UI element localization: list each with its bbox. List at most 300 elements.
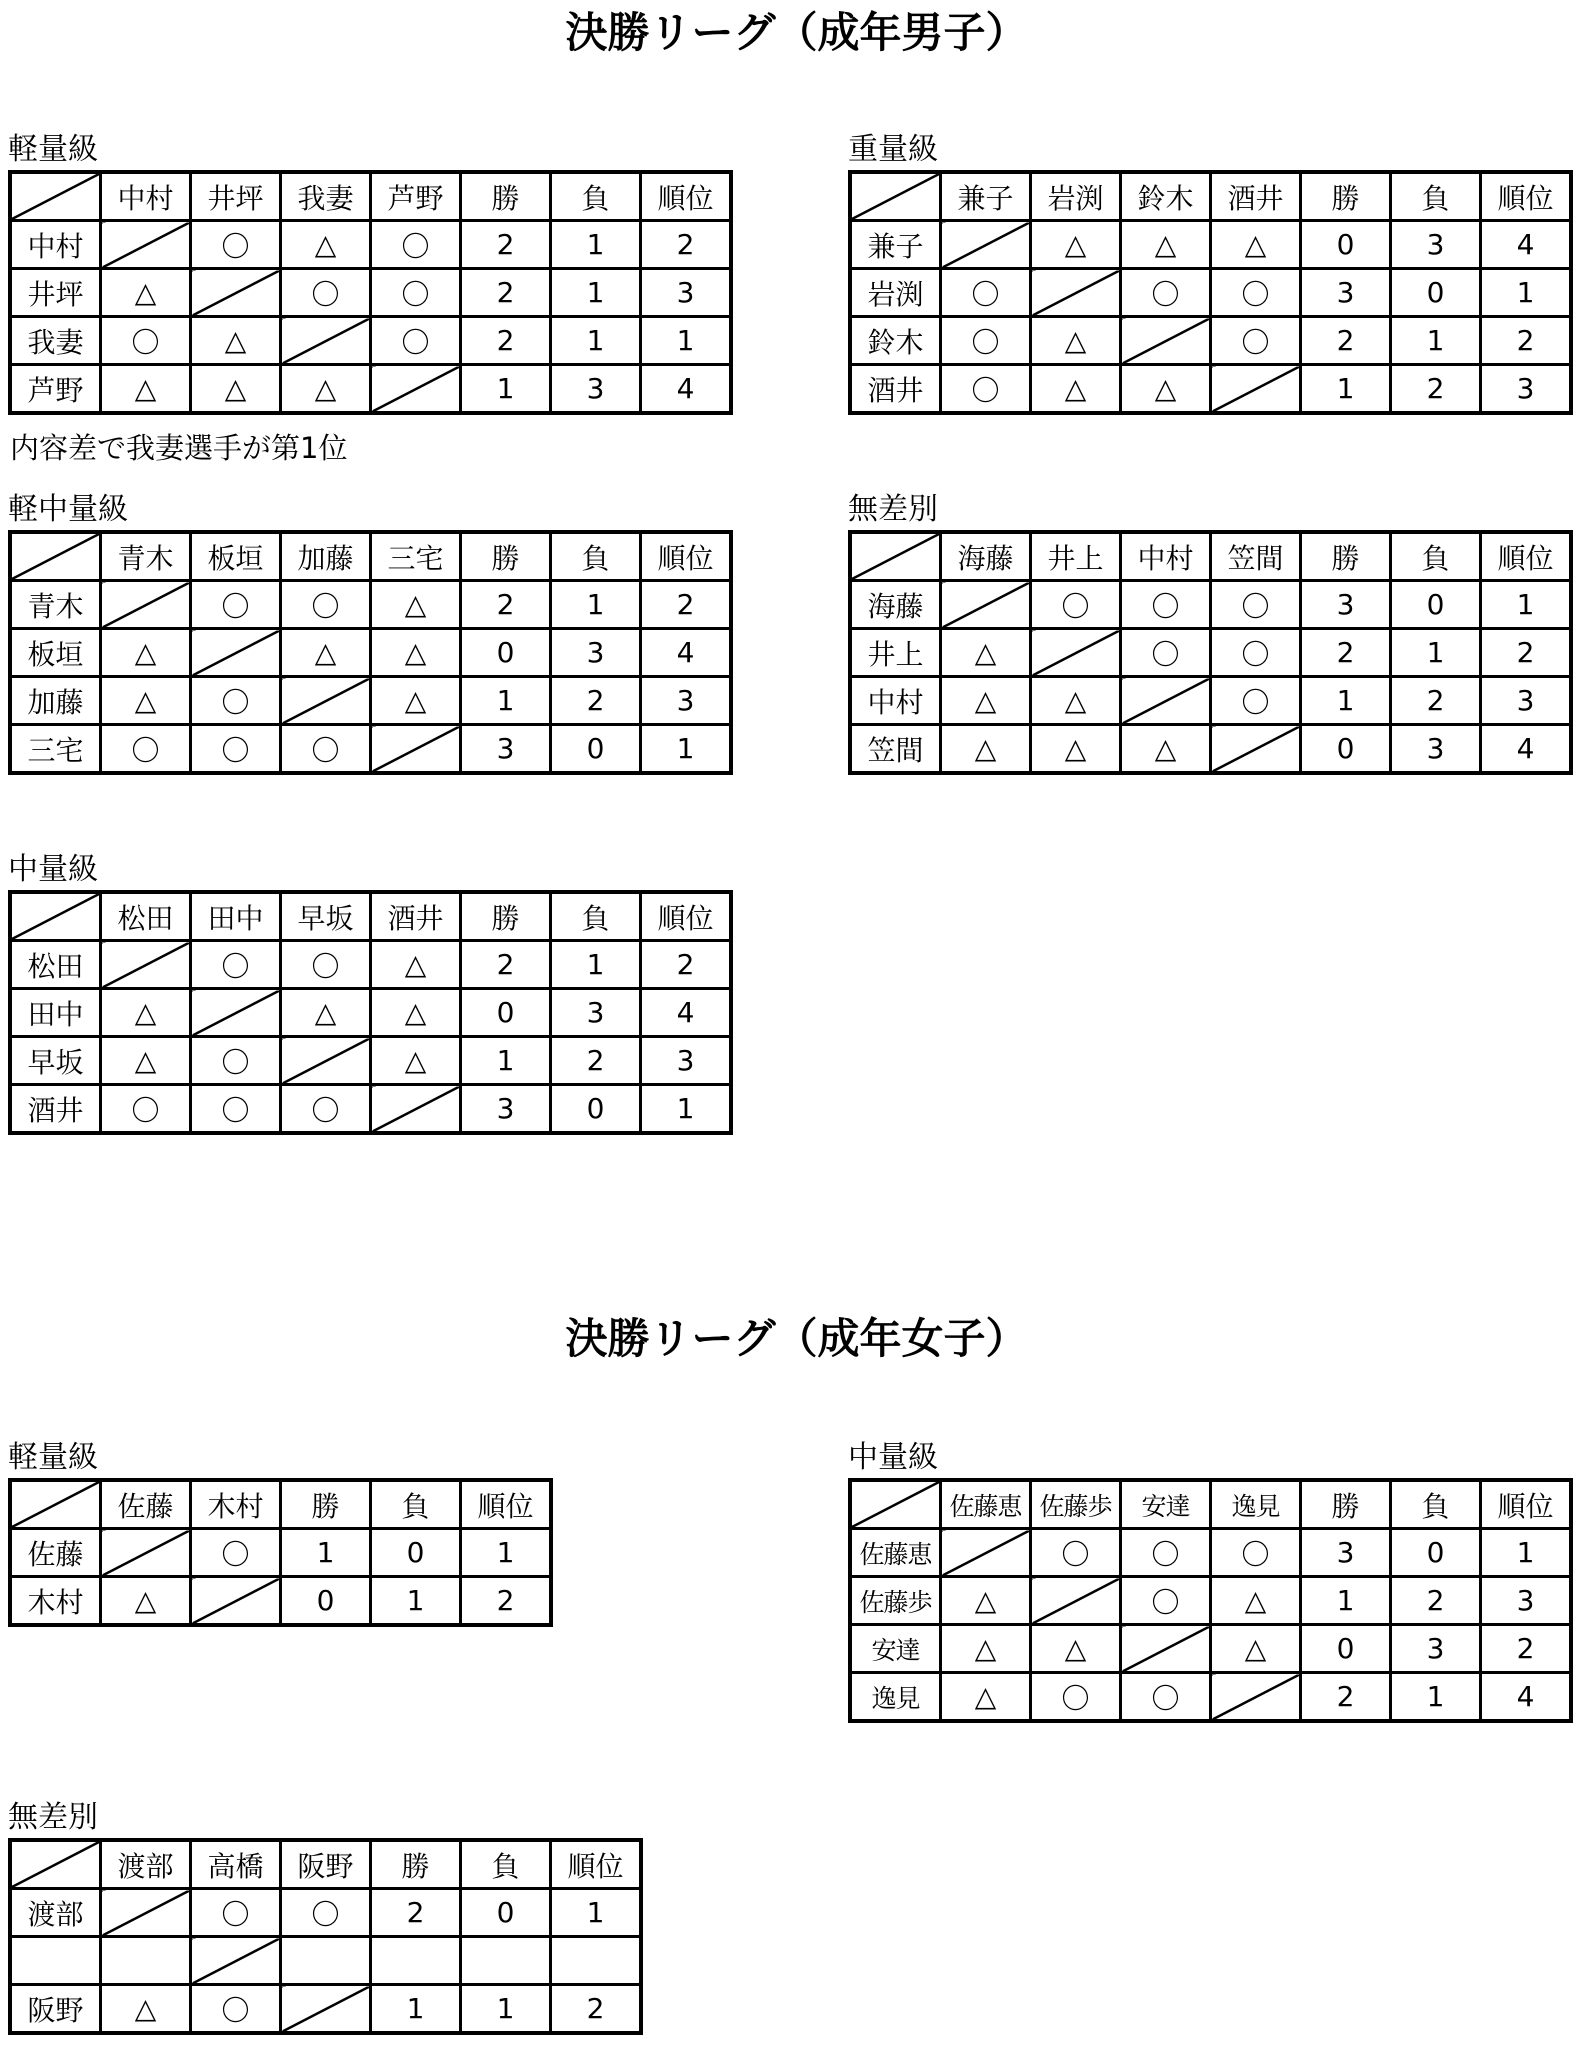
diagonal-cell bbox=[281, 1037, 371, 1085]
result-cell: △ bbox=[1031, 221, 1121, 269]
diagonal-cell bbox=[1121, 317, 1211, 365]
result-cell: △ bbox=[1121, 725, 1211, 774]
stat-cell: 1 bbox=[641, 725, 732, 774]
row-header-player: 酒井 bbox=[850, 365, 941, 414]
result-cell: 〇 bbox=[1121, 1577, 1211, 1625]
result-cell: △ bbox=[941, 1577, 1031, 1625]
league-table bbox=[8, 530, 733, 775]
row-header-player: 渡部 bbox=[10, 1889, 101, 1937]
column-header-player: 海藤 bbox=[941, 532, 1031, 581]
diagonal-cell bbox=[101, 221, 191, 269]
division-women-open bbox=[8, 1798, 643, 2035]
column-header-stat: 順位 bbox=[641, 892, 732, 941]
row-header-player: 岩渕 bbox=[850, 269, 941, 317]
stat-cell: 2 bbox=[461, 941, 551, 989]
ranking-note: 内容差で我妻選手が第1位 bbox=[10, 431, 348, 465]
stat-cell: 3 bbox=[1481, 677, 1572, 725]
stat-cell: 3 bbox=[551, 365, 641, 414]
corner-cell bbox=[10, 1840, 101, 1889]
diagonal-cell bbox=[191, 1937, 281, 1985]
stat-cell: 3 bbox=[1301, 1529, 1391, 1577]
stat-cell: 2 bbox=[1481, 317, 1572, 365]
stat-cell: 1 bbox=[1481, 581, 1572, 629]
column-header-stat: 順位 bbox=[641, 532, 732, 581]
stat-cell: 1 bbox=[641, 317, 732, 365]
column-header-stat: 負 bbox=[551, 172, 641, 221]
row-header-player: 兼子 bbox=[850, 221, 941, 269]
diagonal-cell bbox=[1121, 1625, 1211, 1673]
result-cell: 〇 bbox=[1211, 317, 1301, 365]
row-header-player: 海藤 bbox=[850, 581, 941, 629]
table-row bbox=[10, 989, 731, 1037]
stat-cell: 1 bbox=[461, 1985, 551, 2034]
column-header-player: 板垣 bbox=[191, 532, 281, 581]
result-cell: 〇 bbox=[191, 1085, 281, 1134]
stat-cell: 1 bbox=[281, 1529, 371, 1577]
result-cell: △ bbox=[941, 677, 1031, 725]
diagonal-cell bbox=[101, 941, 191, 989]
stat-cell: 1 bbox=[1391, 1673, 1481, 1722]
column-header-stat: 順位 bbox=[1481, 172, 1572, 221]
stat-cell bbox=[461, 1937, 551, 1985]
row-header-player: 青木 bbox=[10, 581, 101, 629]
corner-cell bbox=[850, 1480, 941, 1529]
column-header-stat: 勝 bbox=[1301, 1480, 1391, 1529]
stat-cell: 0 bbox=[281, 1577, 371, 1626]
stat-cell: 1 bbox=[551, 581, 641, 629]
result-cell: 〇 bbox=[1121, 581, 1211, 629]
stat-cell: 3 bbox=[551, 629, 641, 677]
table-row bbox=[850, 629, 1571, 677]
result-cell: 〇 bbox=[941, 269, 1031, 317]
column-header-stat: 勝 bbox=[281, 1480, 371, 1529]
row-header-player: 中村 bbox=[850, 677, 941, 725]
header-row bbox=[10, 892, 731, 941]
result-cell: 〇 bbox=[191, 1985, 281, 2034]
result-cell: 〇 bbox=[1121, 1673, 1211, 1722]
column-header-player: 井坪 bbox=[191, 172, 281, 221]
row-header-player: 酒井 bbox=[10, 1085, 101, 1134]
table-row bbox=[10, 1085, 731, 1134]
result-cell: 〇 bbox=[101, 1085, 191, 1134]
league-table bbox=[848, 530, 1573, 775]
column-header-player: 田中 bbox=[191, 892, 281, 941]
column-header-stat: 順位 bbox=[461, 1480, 552, 1529]
stat-cell bbox=[371, 1937, 461, 1985]
result-cell: △ bbox=[1121, 221, 1211, 269]
column-header-stat: 勝 bbox=[1301, 532, 1391, 581]
stat-cell: 2 bbox=[551, 677, 641, 725]
result-cell bbox=[101, 1937, 191, 1985]
column-header-player: 三宅 bbox=[371, 532, 461, 581]
header-row bbox=[850, 1480, 1571, 1529]
result-cell: △ bbox=[1031, 317, 1121, 365]
result-cell: △ bbox=[371, 677, 461, 725]
column-header-stat: 勝 bbox=[1301, 172, 1391, 221]
result-cell: △ bbox=[101, 365, 191, 414]
stat-cell: 1 bbox=[551, 1889, 642, 1937]
stat-cell: 2 bbox=[461, 581, 551, 629]
stat-cell: 3 bbox=[461, 1085, 551, 1134]
diagonal-cell bbox=[941, 581, 1031, 629]
result-cell: 〇 bbox=[1031, 1673, 1121, 1722]
column-header-player: 高橋 bbox=[191, 1840, 281, 1889]
diagonal-cell bbox=[191, 629, 281, 677]
result-cell: 〇 bbox=[281, 725, 371, 774]
stat-cell: 3 bbox=[461, 725, 551, 774]
stat-cell: 0 bbox=[461, 989, 551, 1037]
stat-cell: 2 bbox=[461, 269, 551, 317]
stat-cell: 2 bbox=[461, 221, 551, 269]
row-header-player: 中村 bbox=[10, 221, 101, 269]
row-header-player: 安達 bbox=[850, 1625, 941, 1673]
stat-cell: 1 bbox=[641, 1085, 732, 1134]
diagonal-cell bbox=[371, 725, 461, 774]
result-cell: △ bbox=[281, 629, 371, 677]
table-row bbox=[850, 1625, 1571, 1673]
stat-cell: 1 bbox=[551, 269, 641, 317]
result-cell: 〇 bbox=[371, 269, 461, 317]
column-header-player: 笠間 bbox=[1211, 532, 1301, 581]
division-men-open bbox=[848, 490, 1573, 775]
row-header-player: 笠間 bbox=[850, 725, 941, 774]
table-row bbox=[850, 221, 1571, 269]
row-header-player: 阪野 bbox=[10, 1985, 101, 2034]
stat-cell: 4 bbox=[641, 365, 732, 414]
stat-cell: 1 bbox=[1301, 1577, 1391, 1625]
stat-cell: 1 bbox=[551, 941, 641, 989]
result-cell: 〇 bbox=[191, 581, 281, 629]
stat-cell: 1 bbox=[1391, 629, 1481, 677]
result-cell: △ bbox=[371, 581, 461, 629]
stat-cell: 1 bbox=[551, 317, 641, 365]
result-cell: △ bbox=[101, 1037, 191, 1085]
column-header-stat: 負 bbox=[551, 532, 641, 581]
table-row bbox=[10, 1529, 551, 1577]
column-header-player: 松田 bbox=[101, 892, 191, 941]
result-cell: 〇 bbox=[191, 1889, 281, 1937]
league-table bbox=[8, 170, 733, 415]
result-cell: △ bbox=[371, 941, 461, 989]
result-cell: △ bbox=[941, 1673, 1031, 1722]
division-name: 無差別 bbox=[848, 492, 938, 527]
result-cell: △ bbox=[1031, 1625, 1121, 1673]
stat-cell: 2 bbox=[1391, 1577, 1481, 1625]
division-name: 重量級 bbox=[848, 132, 938, 167]
stat-cell: 2 bbox=[551, 1037, 641, 1085]
result-cell: 〇 bbox=[191, 677, 281, 725]
result-cell: 〇 bbox=[191, 1037, 281, 1085]
result-cell: △ bbox=[101, 269, 191, 317]
table-row bbox=[850, 581, 1571, 629]
table-row bbox=[850, 1529, 1571, 1577]
table-row bbox=[10, 1985, 641, 2034]
column-header-stat: 負 bbox=[461, 1840, 551, 1889]
column-header-player: 鈴木 bbox=[1121, 172, 1211, 221]
column-header-player: 兼子 bbox=[941, 172, 1031, 221]
row-header-player: 芦野 bbox=[10, 365, 101, 414]
diagonal-cell bbox=[281, 1985, 371, 2034]
result-cell: 〇 bbox=[941, 365, 1031, 414]
stat-cell: 1 bbox=[1301, 365, 1391, 414]
row-header-player: 松田 bbox=[10, 941, 101, 989]
result-cell: △ bbox=[1031, 365, 1121, 414]
row-header-player: 早坂 bbox=[10, 1037, 101, 1085]
stat-cell: 2 bbox=[641, 221, 732, 269]
diagonal-cell bbox=[1031, 269, 1121, 317]
corner-cell bbox=[850, 172, 941, 221]
row-header-player: 三宅 bbox=[10, 725, 101, 774]
column-header-stat: 勝 bbox=[371, 1840, 461, 1889]
column-header-stat: 勝 bbox=[461, 532, 551, 581]
column-header-player: 中村 bbox=[101, 172, 191, 221]
division-men-heavy bbox=[848, 130, 1573, 415]
stat-cell: 3 bbox=[1481, 1577, 1572, 1625]
stat-cell: 2 bbox=[1481, 629, 1572, 677]
corner-cell bbox=[850, 532, 941, 581]
column-header-stat: 順位 bbox=[1481, 1480, 1572, 1529]
diagonal-cell bbox=[281, 317, 371, 365]
column-header-player: 岩渕 bbox=[1031, 172, 1121, 221]
row-header-player bbox=[10, 1937, 101, 1985]
table-row bbox=[850, 1577, 1571, 1625]
result-cell: △ bbox=[191, 317, 281, 365]
stat-cell: 2 bbox=[461, 1577, 552, 1626]
table-row bbox=[10, 365, 731, 414]
result-cell: △ bbox=[941, 629, 1031, 677]
table-row bbox=[850, 1673, 1571, 1722]
result-cell: 〇 bbox=[1031, 1529, 1121, 1577]
table-row bbox=[850, 677, 1571, 725]
result-cell: 〇 bbox=[1121, 629, 1211, 677]
stat-cell: 2 bbox=[1481, 1625, 1572, 1673]
result-cell: △ bbox=[101, 629, 191, 677]
result-cell: 〇 bbox=[281, 269, 371, 317]
stat-cell: 4 bbox=[641, 989, 732, 1037]
row-header-player: 鈴木 bbox=[850, 317, 941, 365]
result-cell: △ bbox=[101, 1985, 191, 2034]
stat-cell: 1 bbox=[1301, 677, 1391, 725]
row-header-player: 佐藤歩 bbox=[850, 1577, 941, 1625]
stat-cell: 2 bbox=[1301, 629, 1391, 677]
row-header-player: 加藤 bbox=[10, 677, 101, 725]
division-men-light bbox=[8, 130, 733, 415]
stat-cell: 0 bbox=[1391, 581, 1481, 629]
stat-cell: 3 bbox=[641, 677, 732, 725]
women-title: 決勝リーグ（成年女子） bbox=[565, 1314, 1028, 1363]
table-row bbox=[10, 1577, 551, 1626]
diagonal-cell bbox=[941, 1529, 1031, 1577]
diagonal-cell bbox=[941, 221, 1031, 269]
corner-cell bbox=[10, 1480, 101, 1529]
division-name: 軽中量級 bbox=[8, 492, 128, 527]
stat-cell: 1 bbox=[1481, 269, 1572, 317]
result-cell: △ bbox=[101, 677, 191, 725]
header-row bbox=[10, 1480, 551, 1529]
stat-cell: 3 bbox=[1301, 269, 1391, 317]
result-cell: △ bbox=[1211, 1577, 1301, 1625]
stat-cell: 1 bbox=[1391, 317, 1481, 365]
result-cell: 〇 bbox=[1211, 677, 1301, 725]
result-cell: 〇 bbox=[191, 941, 281, 989]
header-row bbox=[850, 172, 1571, 221]
column-header-player: 井上 bbox=[1031, 532, 1121, 581]
diagonal-cell bbox=[191, 269, 281, 317]
result-cell: △ bbox=[371, 629, 461, 677]
stat-cell: 0 bbox=[1391, 1529, 1481, 1577]
table-row bbox=[10, 581, 731, 629]
diagonal-cell bbox=[1121, 677, 1211, 725]
table-row bbox=[850, 365, 1571, 414]
result-cell: △ bbox=[1211, 1625, 1301, 1673]
table-row bbox=[10, 725, 731, 774]
result-cell: 〇 bbox=[1121, 269, 1211, 317]
result-cell: 〇 bbox=[191, 725, 281, 774]
stat-cell: 1 bbox=[461, 365, 551, 414]
diagonal-cell bbox=[101, 1529, 191, 1577]
diagonal-cell bbox=[371, 365, 461, 414]
result-cell: 〇 bbox=[1211, 269, 1301, 317]
column-header-player: 佐藤 bbox=[101, 1480, 191, 1529]
result-cell: 〇 bbox=[371, 221, 461, 269]
table-row bbox=[10, 1037, 731, 1085]
stat-cell: 2 bbox=[371, 1889, 461, 1937]
stat-cell: 3 bbox=[1391, 725, 1481, 774]
diagonal-cell bbox=[191, 989, 281, 1037]
column-header-player: 渡部 bbox=[101, 1840, 191, 1889]
division-women-middle bbox=[848, 1438, 1573, 1723]
row-header-player: 逸見 bbox=[850, 1673, 941, 1722]
stat-cell: 0 bbox=[1301, 221, 1391, 269]
division-name: 軽量級 bbox=[8, 1440, 98, 1475]
table-row bbox=[10, 629, 731, 677]
column-header-player: 我妻 bbox=[281, 172, 371, 221]
result-cell: 〇 bbox=[371, 317, 461, 365]
stat-cell: 1 bbox=[551, 221, 641, 269]
result-cell: 〇 bbox=[1211, 581, 1301, 629]
stat-cell: 2 bbox=[1301, 317, 1391, 365]
stat-cell: 1 bbox=[371, 1985, 461, 2034]
column-header-player: 逸見 bbox=[1211, 1480, 1301, 1529]
stat-cell: 3 bbox=[1391, 221, 1481, 269]
league-table bbox=[8, 1838, 643, 2035]
result-cell: 〇 bbox=[191, 1529, 281, 1577]
result-cell: 〇 bbox=[941, 317, 1031, 365]
table-row bbox=[10, 941, 731, 989]
stat-cell: 1 bbox=[461, 1037, 551, 1085]
stat-cell: 0 bbox=[371, 1529, 461, 1577]
result-cell: △ bbox=[1031, 725, 1121, 774]
league-table bbox=[848, 170, 1573, 415]
result-cell: △ bbox=[1211, 221, 1301, 269]
result-cell: △ bbox=[941, 1625, 1031, 1673]
stat-cell: 0 bbox=[551, 1085, 641, 1134]
column-header-player: 芦野 bbox=[371, 172, 461, 221]
league-table bbox=[8, 1478, 553, 1627]
column-header-player: 木村 bbox=[191, 1480, 281, 1529]
diagonal-cell bbox=[281, 677, 371, 725]
table-row bbox=[850, 725, 1571, 774]
table-row bbox=[10, 1937, 641, 1985]
diagonal-cell bbox=[1031, 1577, 1121, 1625]
stat-cell: 0 bbox=[461, 1889, 551, 1937]
stat-cell: 1 bbox=[461, 677, 551, 725]
result-cell: 〇 bbox=[101, 725, 191, 774]
column-header-player: 酒井 bbox=[371, 892, 461, 941]
row-header-player: 板垣 bbox=[10, 629, 101, 677]
stat-cell: 0 bbox=[551, 725, 641, 774]
result-cell: △ bbox=[1121, 365, 1211, 414]
column-header-player: 青木 bbox=[101, 532, 191, 581]
stat-cell: 2 bbox=[641, 581, 732, 629]
stat-cell: 3 bbox=[641, 1037, 732, 1085]
result-cell: 〇 bbox=[1121, 1529, 1211, 1577]
result-cell: △ bbox=[101, 1577, 191, 1626]
column-header-player: 中村 bbox=[1121, 532, 1211, 581]
column-header-player: 加藤 bbox=[281, 532, 371, 581]
row-header-player: 井坪 bbox=[10, 269, 101, 317]
column-header-stat: 負 bbox=[1391, 1480, 1481, 1529]
diagonal-cell bbox=[191, 1577, 281, 1626]
row-header-player: 木村 bbox=[10, 1577, 101, 1626]
stat-cell: 1 bbox=[371, 1577, 461, 1626]
result-cell: △ bbox=[371, 989, 461, 1037]
corner-cell bbox=[10, 172, 101, 221]
division-men-middle bbox=[8, 850, 733, 1135]
stat-cell: 4 bbox=[641, 629, 732, 677]
stat-cell: 4 bbox=[1481, 221, 1572, 269]
result-cell: 〇 bbox=[281, 1085, 371, 1134]
result-cell: 〇 bbox=[1211, 1529, 1301, 1577]
result-cell: △ bbox=[281, 365, 371, 414]
stat-cell: 0 bbox=[1301, 725, 1391, 774]
stat-cell: 3 bbox=[641, 269, 732, 317]
row-header-player: 我妻 bbox=[10, 317, 101, 365]
corner-cell bbox=[10, 892, 101, 941]
stat-cell: 2 bbox=[1391, 677, 1481, 725]
stat-cell: 4 bbox=[1481, 725, 1572, 774]
column-header-stat: 勝 bbox=[461, 172, 551, 221]
table-row bbox=[10, 269, 731, 317]
men-title: 決勝リーグ（成年男子） bbox=[565, 8, 1028, 57]
division-name: 軽量級 bbox=[8, 132, 98, 167]
result-cell: △ bbox=[1031, 677, 1121, 725]
header-row bbox=[10, 532, 731, 581]
stat-cell: 3 bbox=[1481, 365, 1572, 414]
stat-cell bbox=[551, 1937, 642, 1985]
diagonal-cell bbox=[371, 1085, 461, 1134]
stat-cell: 2 bbox=[1301, 1673, 1391, 1722]
table-row bbox=[10, 1889, 641, 1937]
corner-cell bbox=[10, 532, 101, 581]
column-header-player: 佐藤歩 bbox=[1031, 1480, 1121, 1529]
column-header-stat: 負 bbox=[551, 892, 641, 941]
row-header-player: 田中 bbox=[10, 989, 101, 1037]
row-header-player: 佐藤恵 bbox=[850, 1529, 941, 1577]
stat-cell: 2 bbox=[1391, 365, 1481, 414]
division-women-light bbox=[8, 1438, 553, 1627]
result-cell: △ bbox=[281, 221, 371, 269]
column-header-stat: 負 bbox=[1391, 172, 1481, 221]
stat-cell: 0 bbox=[1391, 269, 1481, 317]
result-cell: 〇 bbox=[281, 941, 371, 989]
result-cell bbox=[281, 1937, 371, 1985]
stat-cell: 0 bbox=[461, 629, 551, 677]
stat-cell: 2 bbox=[461, 317, 551, 365]
table-row bbox=[10, 677, 731, 725]
result-cell: △ bbox=[281, 989, 371, 1037]
column-header-stat: 順位 bbox=[551, 1840, 642, 1889]
